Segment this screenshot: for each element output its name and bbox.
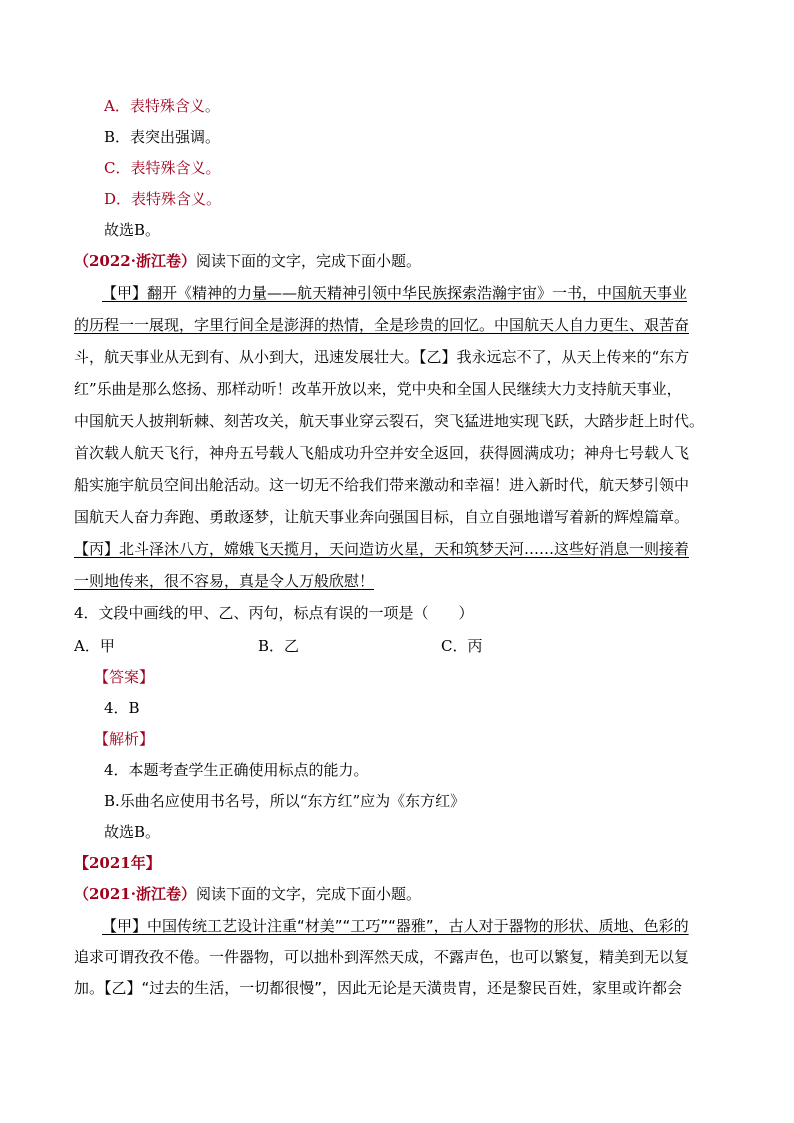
option-c: C．表特殊含义。 bbox=[104, 159, 221, 177]
passage-line bbox=[74, 315, 689, 335]
answer-label: 【答案】 bbox=[94, 668, 155, 686]
option-b: B．表突出强调。 bbox=[104, 128, 221, 146]
conclusion-text: 故选B。 bbox=[104, 823, 161, 841]
passage-line-text: 追求可谓孜孜不倦。一件器物，可以拙朴到浑然天成，不露声色，也可以繁复，精美到无以复 bbox=[74, 948, 690, 966]
passage-line bbox=[74, 475, 689, 495]
passage-line-text: 红”乐曲是那么悠扬、那样动听！改革开放以来，党中央和全国人民继续大力支持航天事业， bbox=[74, 380, 682, 398]
choice-c: C．丙 bbox=[441, 637, 483, 655]
source-tag: （2022·浙江卷） bbox=[74, 252, 196, 270]
answer-text: 4．B bbox=[104, 699, 140, 717]
passage-line bbox=[74, 571, 374, 591]
choice-a: A．甲 bbox=[74, 637, 115, 655]
passage-line bbox=[74, 978, 682, 998]
source-tag: （2021·浙江卷） bbox=[74, 885, 196, 903]
passage-line-text: 一则地传来，很不容易，真是令人万般欣慰！ bbox=[74, 572, 375, 590]
passage-line-text: 国航天人奋力奔跑、勇敢逐梦，让航天事业奔向强国目标，自立自强地谱写着新的辉煌篇章。 bbox=[74, 508, 690, 526]
passage-line bbox=[74, 916, 722, 936]
passage-line bbox=[74, 539, 689, 559]
choice-b: B．乙 bbox=[258, 637, 300, 655]
year-heading: 【2021年】 bbox=[74, 854, 161, 872]
passage-line-text: 加。【乙】“过去的生活，一切都很慢”，因此无论是天潢贵胄，还是黎民百姓，家里或许都会 bbox=[74, 979, 683, 997]
passage-line bbox=[74, 347, 689, 367]
analysis-line: 4．本题考查学生正确使用标点的能力。 bbox=[104, 761, 369, 779]
passage-line bbox=[74, 283, 722, 303]
passage-line-text: 船实施宇航员空间出舱活动。这一切无不给我们带来激动和幸福！进入新时代，航天梦引领中 bbox=[74, 476, 690, 494]
option-a: A．表特殊含义。 bbox=[104, 97, 220, 115]
option-d: D．表特殊含义。 bbox=[104, 190, 222, 208]
passage-line bbox=[74, 947, 689, 967]
conclusion-text: 故选B。 bbox=[104, 221, 161, 239]
passage-line-text: 首次载人航天飞行，神舟五号载人飞船成功升空并安全返回，获得圆满成功；神舟七号载人飞 bbox=[74, 444, 690, 462]
question-source-line bbox=[74, 251, 421, 271]
passage-line-text: 中国航天人披荆斩棘、刻苦攻关，航天事业穿云裂石，突飞猛进地实现飞跃，大踏步赶上时代。 bbox=[74, 412, 705, 430]
passage-line-text: 【甲】中国传统工艺设计注重“材美”“工巧”“器雅”，古人对于器物的形状、质地、色彩的 bbox=[102, 917, 689, 935]
passage-line bbox=[74, 379, 682, 399]
passage-line bbox=[74, 443, 689, 463]
question-stem: 4．文段中画线的甲、乙、丙句，标点有误的一项是（ ） bbox=[74, 604, 474, 622]
passage-line-text: 【丙】北斗泽沐八方，嫦娥飞天揽月，天问造访火星，天和筑梦天河……这些好消息一则接着 bbox=[74, 540, 690, 558]
instruction-text: 阅读下面的文字，完成下面小题。 bbox=[195, 885, 421, 903]
passage-line-text: 【甲】翻开《精神的力量——航天精神引领中华民族探索浩瀚宇宙》一书，中国航天事业 bbox=[102, 284, 688, 302]
question-source-line bbox=[74, 884, 421, 904]
instruction-text: 阅读下面的文字，完成下面小题。 bbox=[195, 252, 421, 270]
passage-line-text: 的历程一一展现，字里行间全是澎湃的热情，全是珍贵的回忆。中国航天人自力更生、艰苦奋 bbox=[74, 316, 690, 334]
passage-line bbox=[74, 507, 689, 527]
passage-line bbox=[74, 411, 704, 431]
passage-line-text: 斗，航天事业从无到有、从小到大，迅速发展壮大。【乙】我永远忘不了，从天上传来的“东方 bbox=[74, 348, 690, 366]
analysis-line: B.乐曲名应使用书名号，所以“东方红”应为《东方红》 bbox=[104, 792, 466, 810]
analysis-label: 【解析】 bbox=[94, 730, 155, 748]
